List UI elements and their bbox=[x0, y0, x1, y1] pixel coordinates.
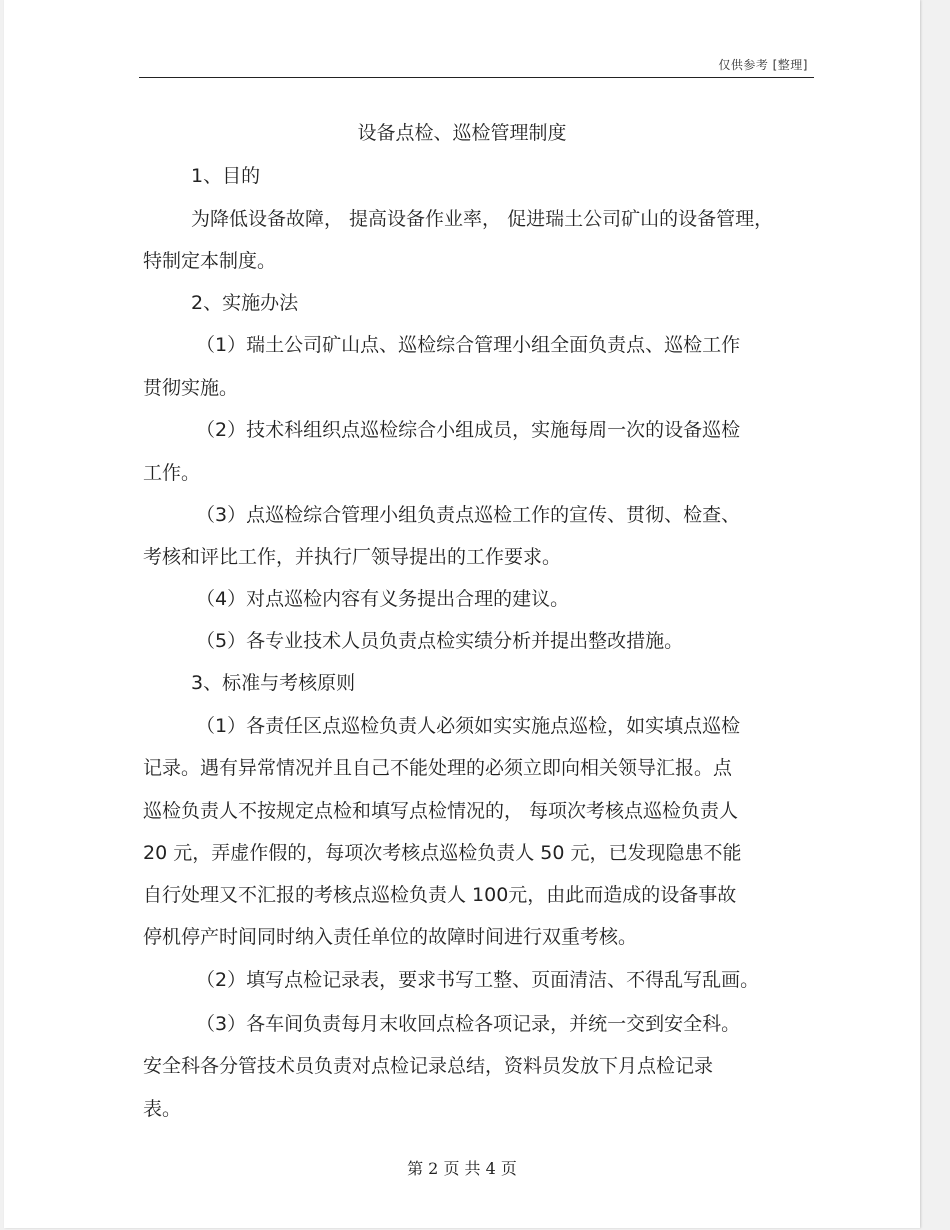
paragraph-line: （2）填写点检记录表，要求书写工整、页面清洁、不得乱写乱画。 bbox=[196, 969, 760, 991]
document-title: 设备点检、巡检管理制度 bbox=[357, 122, 567, 144]
section-heading-methods: 2、实施办法 bbox=[191, 292, 299, 314]
document-page bbox=[4, 0, 920, 1228]
paragraph-line: （1）瑞土公司矿山点、巡检综合管理小组全面负责点、巡检工作 bbox=[196, 334, 741, 356]
paragraph-line: （2）技术科组织点巡检综合小组成员，实施每周一次的设备巡检 bbox=[196, 419, 741, 441]
header-note: 仅供参考 [整理] bbox=[718, 58, 808, 72]
paragraph-line: 记录。遇有异常情况并且自己不能处理的必须立即向相关领导汇报。点 bbox=[143, 757, 733, 779]
section-heading-purpose: 1、目的 bbox=[191, 165, 261, 187]
paragraph-line: 停机停产时间同时纳入责任单位的故障时间进行双重考核。 bbox=[143, 926, 638, 948]
paragraph-line: 工作。 bbox=[143, 462, 201, 484]
section-heading-standards: 3、标准与考核原则 bbox=[191, 672, 356, 694]
paragraph-line: 安全科各分管技术员负责对点检记录总结，资料员发放下月点检记录 bbox=[143, 1055, 714, 1077]
paragraph-line: 贯彻实施。 bbox=[143, 377, 239, 399]
paragraph-line: （4）对点巡检内容有义务提出合理的建议。 bbox=[196, 588, 570, 610]
paragraph-line: （5）各专业技术人员负责点检实绩分析并提出整改措施。 bbox=[196, 630, 684, 652]
paragraph-line: （1）各责任区点巡检负责人必须如实实施点巡检，如实填点巡检 bbox=[196, 715, 741, 737]
paragraph-line: （3）各车间负责每月末收回点检各项记录，并统一交到安全科。 bbox=[196, 1013, 741, 1035]
paragraph-line: 表。 bbox=[143, 1098, 182, 1120]
paragraph-line: 特制定本制度。 bbox=[143, 250, 277, 272]
paragraph-line: 巡检负责人不按规定点检和填写点检情况的， 每项次考核点巡检负责人 bbox=[143, 800, 739, 822]
page-number-footer: 第 2 页 共 4 页 bbox=[407, 1159, 517, 1178]
paragraph-line: 20 元，弄虚作假的，每项次考核点巡检负责人 50 元，已发现隐患不能 bbox=[143, 842, 742, 864]
paragraph-line: （3）点巡检综合管理小组负责点巡检工作的宣传、贯彻、检查、 bbox=[196, 504, 741, 526]
paragraph-line: 自行处理又不汇报的考核点巡检负责人 100元，由此而造成的设备事故 bbox=[143, 884, 737, 906]
header-divider bbox=[139, 77, 814, 78]
paragraph-line: 考核和评比工作，并执行厂领导提出的工作要求。 bbox=[143, 546, 562, 568]
paragraph-line: 为降低设备故障， 提高设备作业率， 促进瑞土公司矿山的设备管理， bbox=[191, 208, 774, 230]
